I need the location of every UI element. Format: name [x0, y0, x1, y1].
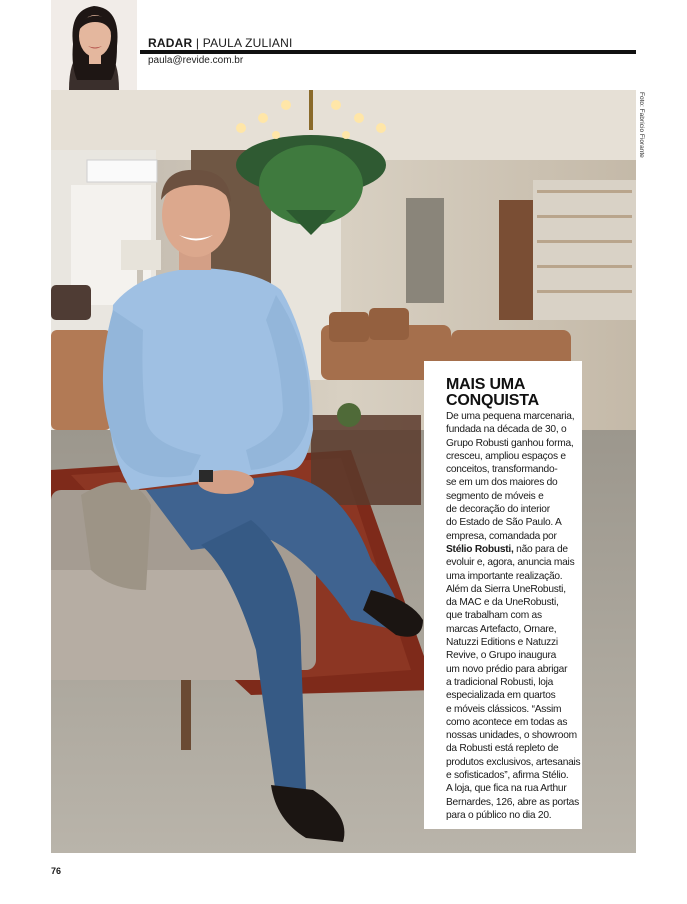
- article-line: e móveis clássicos. “Assim: [446, 703, 562, 715]
- article-line: fundada na década de 30, o: [446, 424, 567, 436]
- article-line: produtos exclusivos, artesanais: [446, 756, 581, 768]
- article-line: que trabalham com as: [446, 610, 542, 622]
- article-line: cresceu, ampliou espaços e: [446, 450, 566, 462]
- author-portrait-image: [51, 0, 137, 90]
- header-rule: [140, 50, 636, 54]
- article-line: De uma pequena marcenaria,: [446, 411, 575, 422]
- article-line: Além da Sierra UneRobusti,: [446, 583, 566, 595]
- author-avatar: [51, 0, 137, 90]
- article-line: Revive, o Grupo inaugura: [446, 650, 557, 662]
- article-line: segmento de móveis e: [446, 490, 544, 502]
- article-title-line2: CONQUISTA: [446, 392, 540, 409]
- section-name: RADAR: [148, 36, 193, 50]
- article-body: [446, 410, 582, 822]
- article-line: a tradicional Robusti, loja: [446, 676, 554, 688]
- article-line: como acontece em todas as: [446, 716, 568, 728]
- article-line: evoluir e, agora, anuncia mais: [446, 557, 575, 569]
- article-line: marcas Artefacto, Ornare,: [446, 623, 557, 635]
- article-line-with-name: [446, 543, 582, 556]
- author-email: paula@revide.com.br: [148, 55, 244, 66]
- photo-credit: [636, 92, 646, 162]
- article-line: e sofisticados”, afirma Stélio.: [446, 770, 569, 782]
- article-line: se em um dos maiores do: [446, 477, 558, 489]
- article-line: para o público no dia 20.: [446, 809, 552, 821]
- article-line: empresa, comandada por: [446, 530, 557, 542]
- article-line: de decoração do interior: [446, 504, 550, 516]
- article-line: Bernardes, 126, abre as portas: [446, 796, 579, 808]
- column-title: [148, 36, 293, 50]
- column-header: [148, 36, 293, 50]
- page-number: 76: [51, 866, 62, 876]
- photo-credit-text: Foto: Fabrício Fiorante: [638, 92, 645, 158]
- article-line: uma importante realização.: [446, 570, 563, 582]
- article-line: da MAC e da UneRobusti,: [446, 597, 559, 609]
- article-line: nossas unidades, o showroom: [446, 730, 577, 742]
- article-line: Grupo Robusti ganhou forma,: [446, 437, 574, 449]
- author-name: PAULA ZULIANI: [202, 36, 293, 50]
- article-title: [446, 377, 582, 409]
- article-line: Natuzzi Editions e Natuzzi: [446, 637, 558, 649]
- title-separator: |: [195, 36, 200, 50]
- article-line: da Robusti está repleto de: [446, 743, 559, 755]
- article-title-line1: MAIS UMA: [446, 376, 526, 393]
- article-line: do Estado de São Paulo. A: [446, 517, 562, 529]
- article-line: um novo prédio para abrigar: [446, 663, 568, 675]
- executive-name: Stélio Robusti,: [446, 543, 514, 555]
- article-line-rest: não para de: [516, 543, 568, 555]
- article-box: [424, 361, 582, 829]
- article-line: especializada em quartos: [446, 690, 556, 702]
- article-line: A loja, que fica na rua Arthur: [446, 783, 567, 795]
- article-line: conceitos, transformando-: [446, 464, 558, 476]
